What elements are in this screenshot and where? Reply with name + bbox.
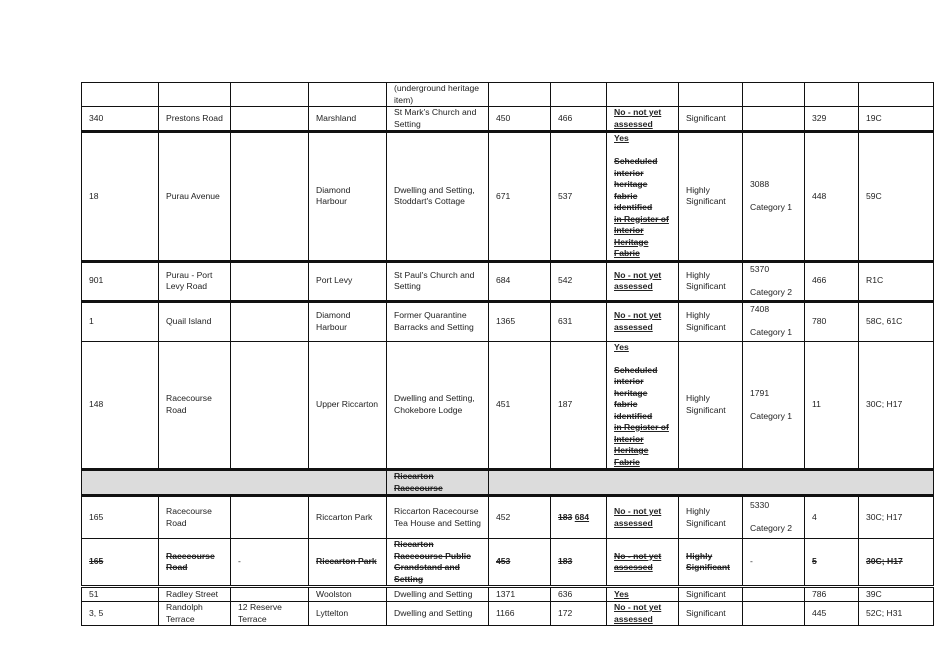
significance-cell	[679, 539, 743, 587]
hnz-listing-text	[750, 399, 797, 411]
planning-map-text: 59C	[866, 190, 882, 201]
alt-address-cell	[231, 301, 309, 341]
planning-map-text: 39C	[866, 588, 882, 599]
interior-text: No - not yet assessed	[614, 310, 662, 332]
table-row	[82, 301, 934, 341]
suburb-cell	[309, 602, 387, 626]
heritage-aerial-cell	[805, 83, 859, 107]
item-name-cell	[387, 602, 489, 626]
number-text: 165	[89, 556, 104, 567]
heritage-id-cell	[489, 496, 551, 539]
heritage-schedule-table	[81, 82, 934, 626]
number-text: 1	[89, 315, 94, 326]
table-row	[82, 132, 934, 262]
map-ref-cell	[551, 132, 607, 262]
hnz-listing-text	[750, 191, 797, 203]
hnz-listing-cell	[743, 602, 805, 626]
item-name-cell	[387, 587, 489, 602]
heritage-aerial-cell	[805, 539, 859, 587]
heritage-id-cell	[489, 587, 551, 602]
suburb-cell	[309, 132, 387, 262]
heritage-aerial-cell	[805, 107, 859, 132]
interior-cell	[607, 107, 679, 132]
interior-text	[614, 145, 671, 157]
item-name-text: Riccarton Racecourse Tea House and Setting	[394, 506, 481, 528]
planning-map-cell	[859, 602, 934, 626]
heritage-id-text: 451	[496, 399, 511, 409]
significance-text: Significant	[686, 588, 726, 599]
street-cell	[159, 341, 231, 470]
number-text: 3, 5	[89, 607, 104, 618]
alt-address-cell	[231, 496, 309, 539]
hnz-listing-cell	[743, 539, 805, 587]
heritage-id-text: 450	[496, 112, 511, 123]
hnz-listing-cell	[743, 301, 805, 341]
interior-cell	[607, 539, 679, 587]
map-ref-cell	[551, 83, 607, 107]
interior-text: No - not yet assessed	[614, 550, 662, 572]
heritage-id-cell	[489, 602, 551, 626]
hnz-listing-text: Category 2	[750, 523, 793, 534]
heritage-aerial-text: 466	[812, 275, 827, 286]
item-name-text: St Paul's Church and Setting	[394, 269, 475, 291]
street-cell	[159, 587, 231, 602]
street-text: Randolph Terrace	[166, 602, 203, 624]
suburb-cell	[309, 301, 387, 341]
street-cell	[159, 496, 231, 539]
heritage-id-text: 1166	[496, 607, 515, 618]
street-text: Purau - Port Levy Road	[166, 269, 213, 291]
number-cell	[82, 83, 159, 107]
interior-cell	[607, 587, 679, 602]
table-row	[82, 341, 934, 470]
significance-text: Significant	[686, 112, 726, 123]
map-ref-cell	[551, 496, 607, 539]
planning-map-text: 30C; H17	[866, 556, 903, 567]
suburb-text: Riccarton Park	[316, 556, 377, 567]
street-text: Racecourse Road	[166, 393, 212, 415]
interior-text: No - not yet assessed	[614, 506, 662, 528]
heritage-id-text: 1365	[496, 315, 516, 326]
number-text: 340	[89, 112, 104, 123]
planning-map-cell	[859, 301, 934, 341]
suburb-text: Riccarton Park	[316, 511, 373, 522]
heritage-id-text: 684	[496, 275, 511, 286]
planning-map-text: 52C; H31	[866, 607, 903, 618]
hnz-listing-text: -	[750, 556, 753, 567]
interior-text: Scheduled interior heritage fabric identified	[614, 156, 658, 212]
item-name-text: Dwelling and Setting	[394, 607, 473, 618]
map-ref-cell	[551, 107, 607, 132]
heritage-id-cell	[489, 341, 551, 470]
significance-cell	[679, 602, 743, 626]
hnz-listing-cell	[743, 261, 805, 301]
significance-text: Highly Significant	[686, 550, 730, 572]
significance-cell	[679, 107, 743, 132]
item-name-text: St Mark's Church and Setting	[394, 107, 477, 129]
heritage-aerial-cell	[805, 587, 859, 602]
alt-address-cell	[231, 539, 309, 587]
map-ref-text: 684	[574, 511, 590, 522]
street-cell	[159, 83, 231, 107]
planning-map-cell	[859, 539, 934, 587]
hnz-listing-text: 5330	[750, 500, 770, 511]
number-cell	[82, 261, 159, 301]
map-ref-cell	[551, 539, 607, 587]
heritage-aerial-text: 445	[812, 607, 827, 618]
heritage-aerial-cell	[805, 261, 859, 301]
number-cell	[82, 587, 159, 602]
hnz-listing-text: Category 1	[750, 410, 793, 421]
map-ref-text: 466	[558, 112, 573, 123]
significance-cell	[679, 341, 743, 470]
table-row	[82, 539, 934, 587]
heritage-aerial-text: 780	[812, 315, 827, 326]
suburb-cell	[309, 341, 387, 470]
grey-cell	[82, 470, 387, 496]
alt-address-cell	[231, 83, 309, 107]
item-name-cell	[387, 301, 489, 341]
interior-text: Scheduled interior heritage fabric identified	[614, 364, 658, 421]
alt-address-cell	[231, 602, 309, 626]
interior-text: Yes	[614, 133, 629, 143]
table-row	[82, 496, 934, 539]
planning-map-cell	[859, 132, 934, 262]
heritage-id-cell	[489, 539, 551, 587]
street-cell	[159, 602, 231, 626]
suburb-cell	[309, 587, 387, 602]
map-ref-text: 183	[558, 511, 573, 522]
interior-text: Yes	[614, 341, 629, 352]
number-text: 901	[89, 275, 104, 286]
heritage-aerial-cell	[805, 132, 859, 262]
heritage-id-cell	[489, 107, 551, 132]
heritage-aerial-cell	[805, 341, 859, 470]
significance-text: Highly Significant	[686, 184, 726, 207]
map-ref-text: 183	[558, 556, 573, 567]
map-ref-text: 542	[558, 275, 573, 286]
map-ref-text: 187	[558, 399, 573, 409]
suburb-cell	[309, 496, 387, 539]
number-cell	[82, 107, 159, 132]
section-heading-row	[82, 470, 934, 496]
alt-address-cell	[231, 341, 309, 470]
suburb-cell	[309, 83, 387, 107]
hnz-listing-text: 7408	[750, 304, 770, 315]
number-text: 18	[89, 190, 99, 201]
number-cell	[82, 301, 159, 341]
interior-cell	[607, 602, 679, 626]
alt-address-text: 12 Reserve Terrace	[238, 602, 282, 624]
hnz-listing-text: 1791	[750, 387, 770, 398]
item-name-text: Former Quarantine Barracks and Setting	[394, 310, 474, 332]
street-cell	[159, 301, 231, 341]
interior-text	[614, 353, 671, 365]
number-cell	[82, 341, 159, 470]
heritage-aerial-text: 11	[812, 399, 821, 409]
heritage-id-cell	[489, 83, 551, 107]
interior-cell	[607, 132, 679, 262]
item-name-cell	[387, 132, 489, 262]
suburb-text: Lyttelton	[316, 607, 349, 618]
section-heading-text: Riccarton Racecourse	[394, 471, 443, 493]
planning-map-cell	[859, 261, 934, 301]
hnz-listing-text	[750, 275, 797, 287]
number-cell	[82, 496, 159, 539]
significance-text: Significant	[686, 607, 726, 618]
table-row	[82, 261, 934, 301]
table-row	[82, 602, 934, 626]
item-name-text: Dwelling and Setting, Stoddart's Cottage	[394, 184, 475, 207]
significance-cell	[679, 83, 743, 107]
planning-map-text: R1C	[866, 275, 884, 286]
item-name-cell	[387, 539, 489, 587]
alt-address-cell	[231, 132, 309, 262]
hnz-listing-text: 3088	[750, 179, 770, 189]
interior-text: No - not yet assessed	[614, 107, 662, 129]
hnz-listing-cell	[743, 132, 805, 262]
item-name-cell	[387, 107, 489, 132]
map-ref-cell	[551, 341, 607, 470]
map-ref-text: 636	[558, 588, 573, 599]
interior-text: in Register of Interior Heritage Fabric	[614, 422, 669, 467]
planning-map-text: 19C	[866, 112, 882, 123]
street-text: Quail Island	[166, 315, 212, 326]
item-name-text: Dwelling and Setting	[394, 588, 473, 599]
planning-map-cell	[859, 587, 934, 602]
heritage-aerial-text: 329	[812, 112, 827, 123]
suburb-text: Port Levy	[316, 275, 353, 286]
item-name-text: Riccarton Racecourse Public Grandstand and Setting	[394, 539, 471, 584]
significance-cell	[679, 261, 743, 301]
interior-cell	[607, 341, 679, 470]
planning-map-cell	[859, 341, 934, 470]
significance-cell	[679, 132, 743, 262]
heritage-aerial-cell	[805, 496, 859, 539]
street-text: Purau Avenue	[166, 190, 220, 201]
interior-cell	[607, 83, 679, 107]
street-cell	[159, 107, 231, 132]
heritage-id-text: 452	[496, 511, 511, 522]
street-text: Radley Street	[166, 588, 219, 599]
hnz-listing-text	[750, 316, 797, 328]
street-cell	[159, 261, 231, 301]
significance-text: Highly Significant	[686, 506, 726, 528]
interior-text: No - not yet assessed	[614, 602, 662, 624]
table-row	[82, 587, 934, 602]
street-text: Racecourse Road	[166, 506, 212, 528]
item-name-text: (underground heritage item)	[394, 83, 480, 105]
item-name-cell	[387, 261, 489, 301]
heritage-id-cell	[489, 301, 551, 341]
item-name-cell	[387, 83, 489, 107]
alt-address-cell	[231, 261, 309, 301]
number-text: 51	[89, 588, 99, 599]
alt-address-cell	[231, 107, 309, 132]
map-ref-cell	[551, 261, 607, 301]
hnz-listing-text: Category 1	[750, 327, 793, 338]
suburb-text: Diamond Harbour	[316, 184, 351, 207]
heritage-aerial-cell	[805, 301, 859, 341]
map-ref-cell	[551, 602, 607, 626]
table-row	[82, 107, 934, 132]
alt-address-text: -	[238, 556, 241, 567]
number-cell	[82, 132, 159, 262]
street-cell	[159, 132, 231, 262]
suburb-cell	[309, 261, 387, 301]
street-text: Prestons Road	[166, 112, 223, 123]
street-text: Racecourse Road	[166, 550, 215, 572]
interior-text: No - not yet assessed	[614, 269, 662, 291]
heritage-aerial-text: 786	[812, 588, 827, 599]
hnz-listing-cell	[743, 83, 805, 107]
suburb-text: Marshland	[316, 112, 357, 123]
significance-cell	[679, 587, 743, 602]
suburb-cell	[309, 539, 387, 587]
heritage-id-text: 453	[496, 556, 511, 567]
hnz-listing-text: 5370	[750, 263, 770, 274]
map-ref-text: 537	[558, 190, 573, 201]
planning-map-cell	[859, 496, 934, 539]
heritage-id-text: 671	[496, 190, 511, 201]
suburb-cell	[309, 107, 387, 132]
map-ref-text: 631	[558, 315, 573, 326]
significance-text: Highly Significant	[686, 269, 726, 291]
suburb-text: Upper Riccarton	[316, 399, 379, 409]
item-name-cell	[387, 341, 489, 470]
interior-text: Yes	[614, 588, 629, 599]
heritage-aerial-text: 5	[812, 556, 817, 567]
alt-address-cell	[231, 587, 309, 602]
significance-cell	[679, 496, 743, 539]
hnz-listing-cell	[743, 341, 805, 470]
interior-cell	[607, 496, 679, 539]
hnz-listing-text: Category 1	[750, 202, 793, 212]
interior-cell	[607, 301, 679, 341]
significance-cell	[679, 301, 743, 341]
heritage-aerial-text: 448	[812, 190, 827, 201]
planning-map-text: 30C; H17	[866, 511, 903, 522]
heritage-aerial-cell	[805, 602, 859, 626]
grey-cell	[489, 470, 934, 496]
interior-cell	[607, 261, 679, 301]
hnz-listing-cell	[743, 587, 805, 602]
map-ref-text: 172	[558, 607, 573, 618]
planning-map-cell	[859, 83, 934, 107]
number-cell	[82, 602, 159, 626]
suburb-text: Woolston	[316, 588, 352, 599]
map-ref-cell	[551, 587, 607, 602]
hnz-listing-text	[750, 512, 797, 524]
section-heading	[387, 470, 489, 496]
number-text: 165	[89, 511, 104, 522]
planning-map-text: 30C; H17	[866, 399, 903, 409]
table-row	[82, 83, 934, 107]
item-name-cell	[387, 496, 489, 539]
street-cell	[159, 539, 231, 587]
hnz-listing-cell	[743, 107, 805, 132]
hnz-listing-text: Category 2	[750, 286, 793, 297]
planning-map-cell	[859, 107, 934, 132]
heritage-id-cell	[489, 261, 551, 301]
heritage-id-cell	[489, 132, 551, 262]
interior-text: in Register of Interior Heritage Fabric	[614, 213, 669, 258]
heritage-id-text: 1371	[496, 588, 516, 599]
suburb-text: Diamond Harbour	[316, 310, 351, 332]
number-text: 148	[89, 399, 104, 409]
significance-text: Highly Significant	[686, 310, 726, 332]
hnz-listing-cell	[743, 496, 805, 539]
significance-text: Highly Significant	[686, 393, 726, 415]
number-cell	[82, 539, 159, 587]
planning-map-text: 58C, 61C	[866, 315, 903, 326]
map-ref-cell	[551, 301, 607, 341]
item-name-text: Dwelling and Setting, Chokebore Lodge	[394, 393, 475, 415]
heritage-aerial-text: 4	[812, 511, 817, 522]
